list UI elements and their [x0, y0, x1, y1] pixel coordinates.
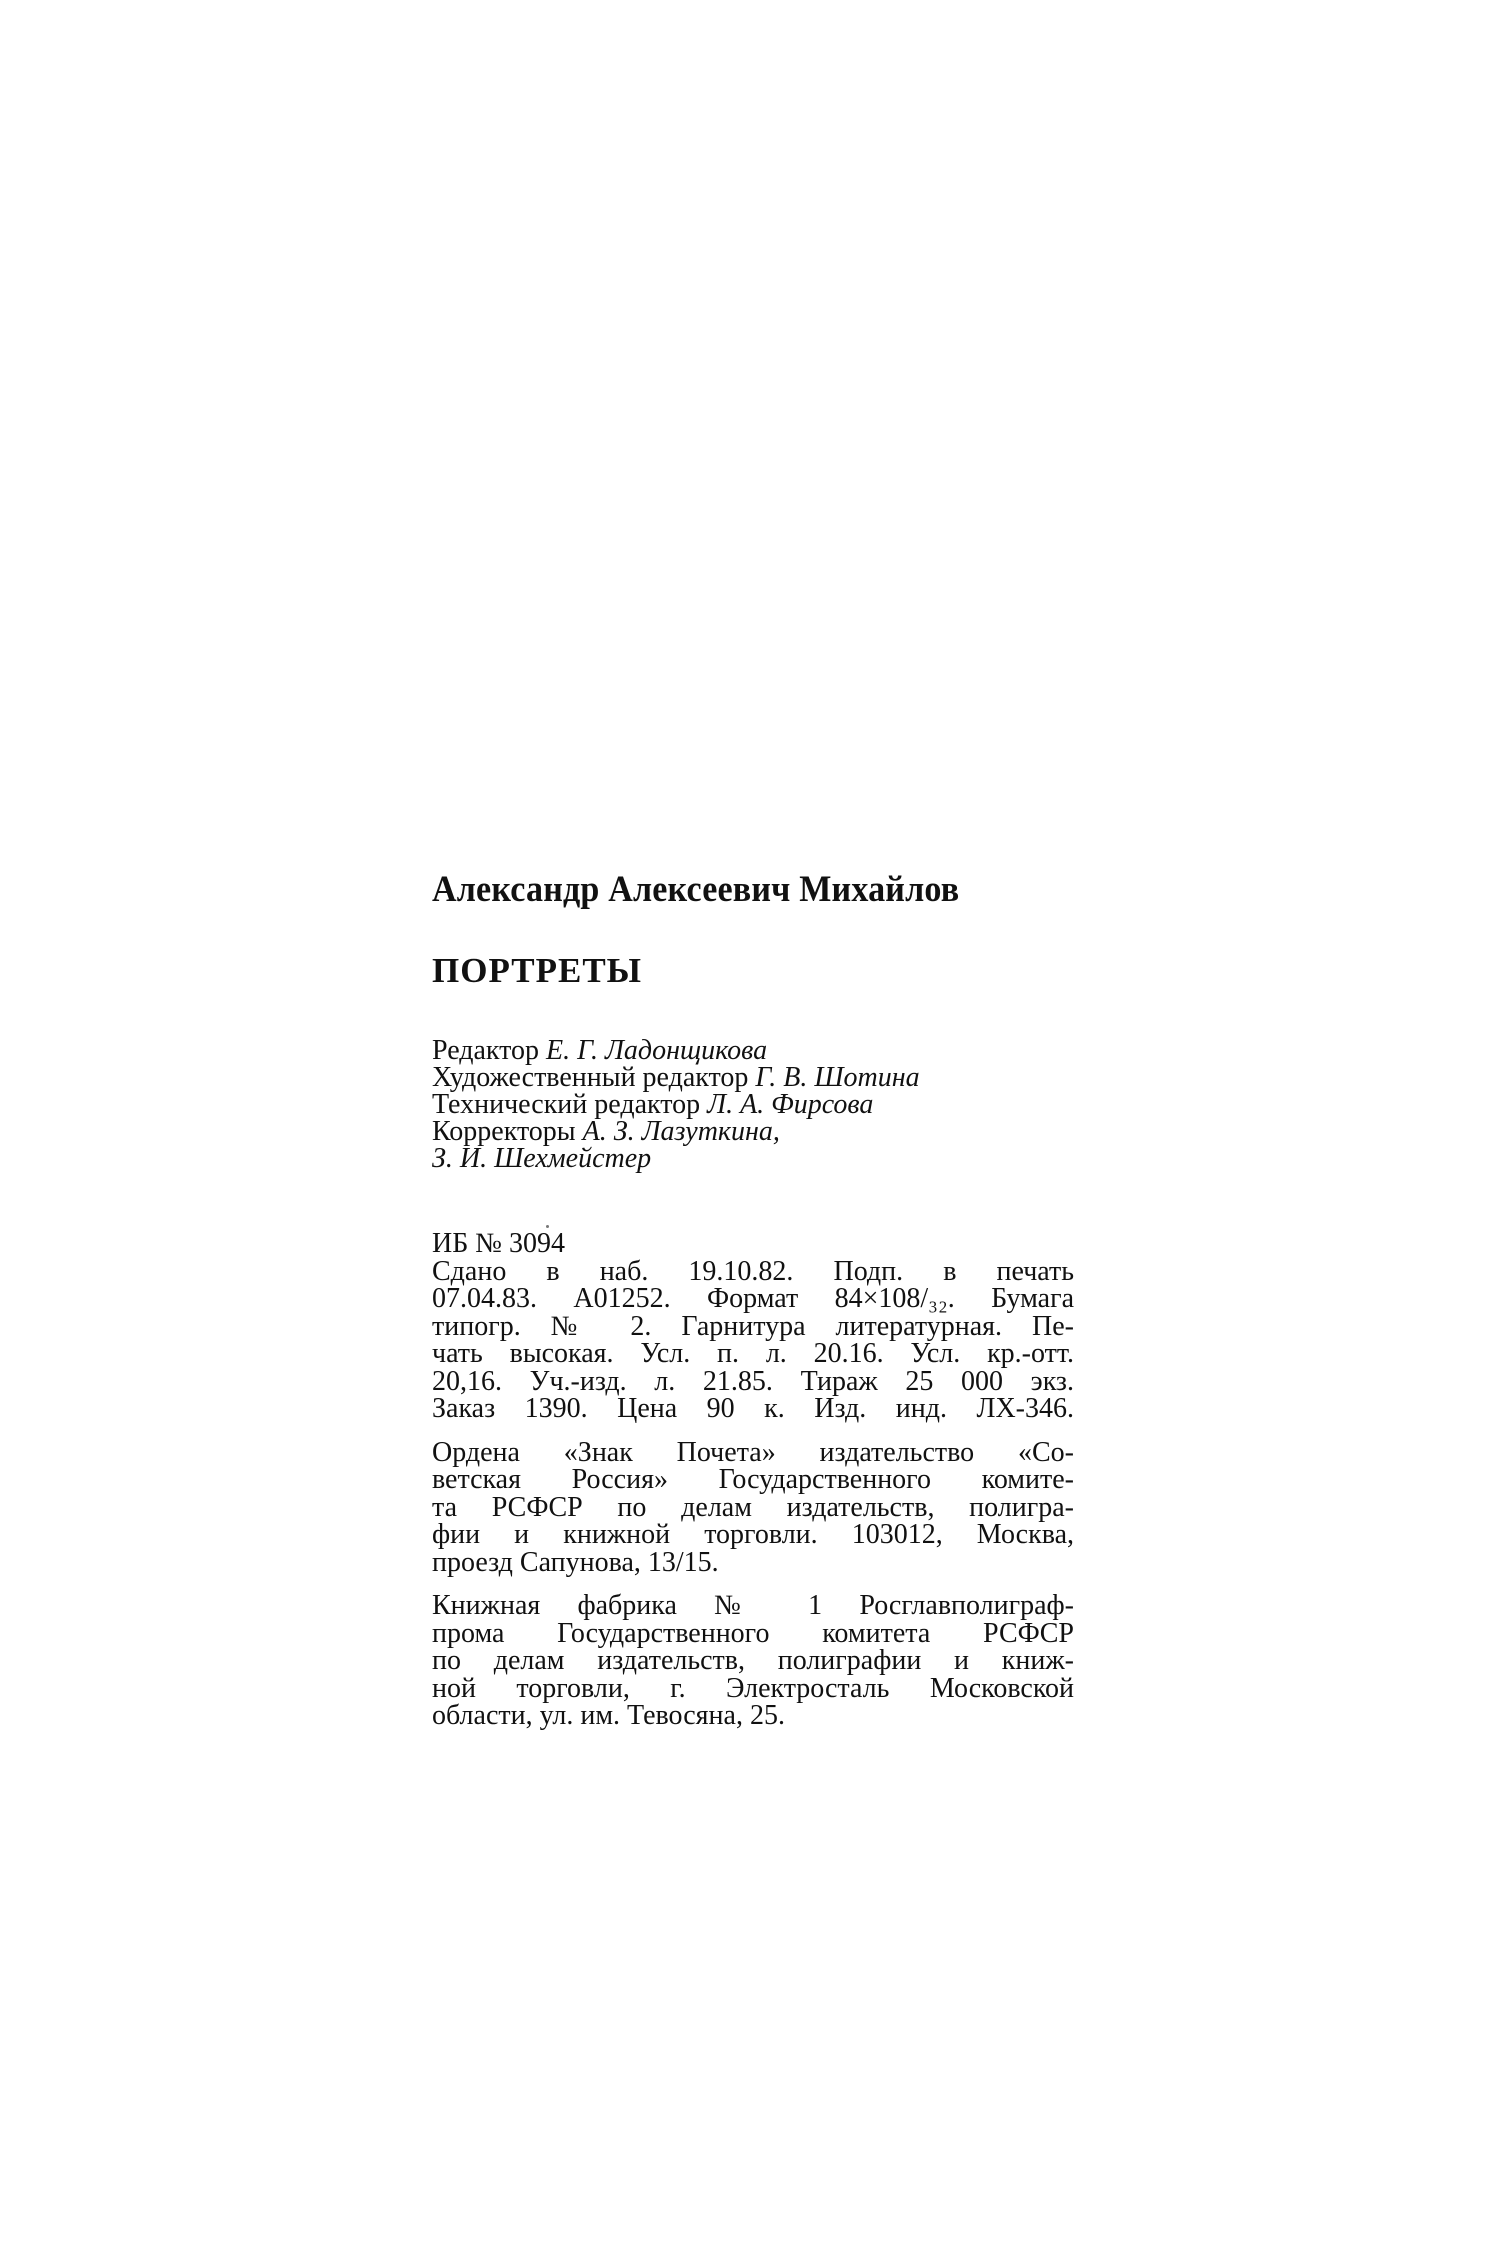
publisher-line: фии и книжной торговли. 103012, Москва, [432, 1519, 1074, 1550]
imprint-line: типогр. № 2. Гарнитура литературная. Пе- [432, 1310, 1074, 1342]
editorial-staff [432, 1037, 1072, 1172]
imprint-line: Заказ 1390. Цена 90 к. Изд. инд. ЛХ-346. [432, 1393, 1074, 1424]
staff-name: З. И. Шехмейстер [432, 1143, 652, 1174]
imprint-line: 20,16. Уч.-изд. л. 21.85. Тираж 25 000 экз. [432, 1365, 1074, 1397]
staff-row-proofreaders [432, 1118, 1072, 1145]
staff-row-editor [432, 1037, 1072, 1064]
printer-line: области, ул. им. Тевосяна, 25. [432, 1700, 785, 1731]
printer-line: по делам издательств, полиграфии и книж- [432, 1645, 1074, 1676]
staff-name: А. З. Лазуткина, [582, 1116, 780, 1147]
staff-role: Корректоры [432, 1116, 576, 1147]
publisher-line: та РСФСР по делам издательств, полигра- [432, 1491, 1074, 1523]
printer-line: Книжная фабрика № 1 Росглавполиграф- [432, 1590, 1074, 1621]
staff-name: Г. В. Шотина [755, 1062, 920, 1093]
imprint-details [432, 1255, 1074, 1424]
staff-row-tech-editor [432, 1091, 1072, 1118]
ib-number: ИБ № 3094 [432, 1228, 566, 1259]
imprint-line: Сдано в наб. 19.10.82. Подп. в печать [432, 1255, 1074, 1287]
imprint-line: 07.04.83. А01252. Формат 84×108/₃₂. Бумага [432, 1283, 1074, 1314]
printer-line: прома Государственного комитета РСФСР [432, 1617, 1074, 1649]
staff-name: Л. А. Фирсова [707, 1089, 874, 1120]
printer-info [432, 1592, 1074, 1730]
staff-role: Технический редактор [432, 1089, 701, 1120]
staff-row-proofreader-2 [432, 1145, 1072, 1172]
book-title: ПОРТРЕТЫ [432, 951, 643, 990]
author-name: Александр Алексеевич Михайлов [432, 869, 960, 910]
book-imprint [432, 868, 1072, 1730]
print-speck [546, 1225, 549, 1228]
imprint-line: чать высокая. Усл. п. л. 20.16. Усл. кр.-отт. [432, 1338, 1074, 1369]
printer-line: ной торговли, г. Электросталь Московской [432, 1672, 1074, 1704]
publisher-info [432, 1436, 1074, 1578]
staff-row-art-editor [432, 1064, 1072, 1091]
publisher-line: Ордена «Знак Почета» издательство «Со- [432, 1436, 1074, 1468]
publisher-line: ветская Россия» Государственного комите- [432, 1464, 1074, 1495]
staff-role: Художественный редактор [432, 1062, 749, 1093]
staff-role: Редактор [432, 1035, 540, 1066]
publisher-line: проезд Сапунова, 13/15. [432, 1546, 719, 1578]
staff-name: Е. Г. Ладонщикова [546, 1035, 768, 1066]
